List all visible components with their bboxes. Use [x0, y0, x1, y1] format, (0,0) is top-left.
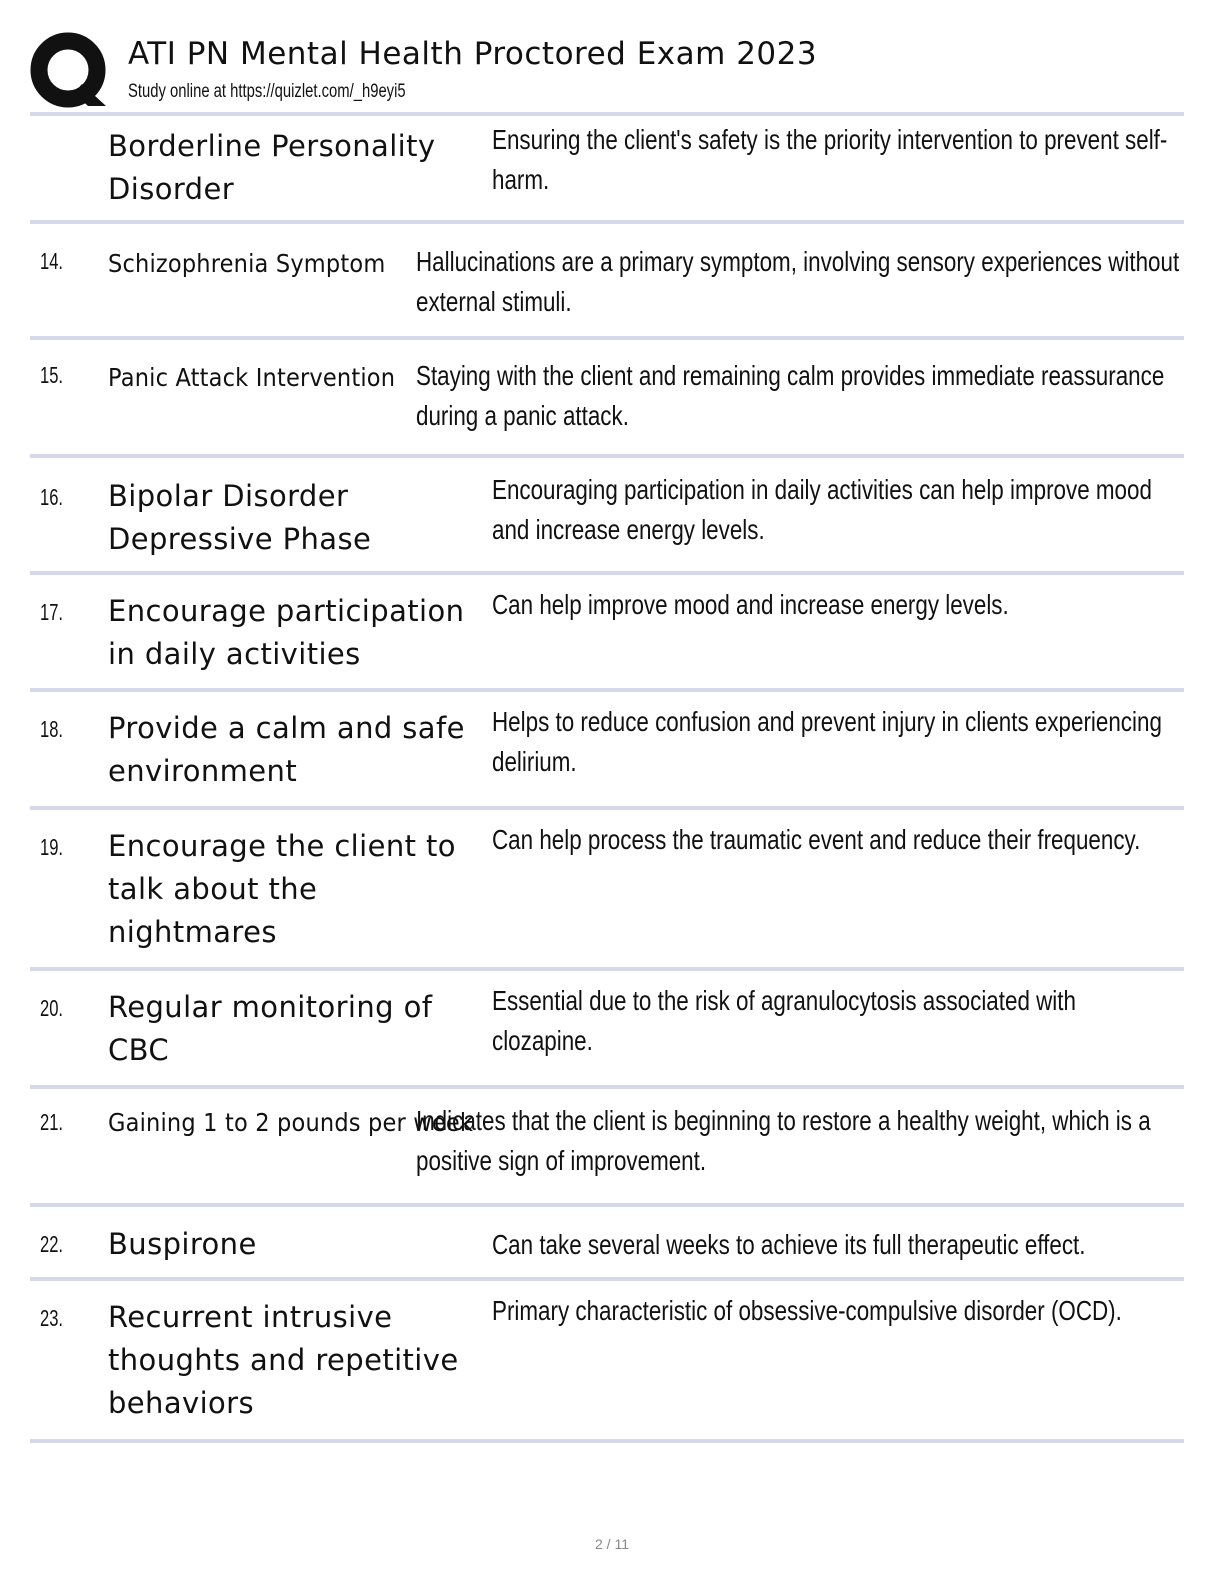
item-term: Provide a calm and safe environment [108, 711, 465, 788]
list-item [30, 1085, 1184, 1203]
item-number: 23. [40, 1305, 64, 1331]
item-number: 22. [40, 1231, 64, 1257]
list-item [30, 571, 1184, 688]
list-item [30, 806, 1184, 967]
item-term: Regular monitoring of CBC [108, 990, 433, 1067]
item-term: Borderline Personality Disorder [108, 129, 436, 206]
item-definition: Indicates that the client is beginning to restore a healthy weight, which is a positive sign of improvement. [416, 1105, 1151, 1176]
list-item [30, 454, 1184, 571]
item-term: Encourage the client to talk about the nightmares [108, 829, 456, 949]
item-number: 15. [40, 362, 64, 388]
list-item [30, 967, 1184, 1085]
item-definition: Can take several weeks to achieve its full therapeutic effect. [492, 1229, 1086, 1260]
list-item [30, 220, 1184, 336]
item-term: Schizophrenia Symptom [108, 249, 386, 278]
list-item [30, 688, 1184, 806]
item-definition: Staying with the client and remaining calm provides immediate reassurance during a panic attack. [416, 360, 1165, 431]
list-item [30, 336, 1184, 454]
item-number: 16. [40, 484, 64, 510]
item-term: Bipolar Disorder Depressive Phase [108, 479, 372, 556]
item-term: Panic Attack Intervention [108, 363, 396, 392]
quizlet-logo-icon [30, 32, 110, 108]
item-definition: Encouraging participation in daily activities can help improve mood and increase energy levels. [492, 474, 1152, 545]
item-definition: Can help improve mood and increase energy levels. [492, 589, 1009, 620]
item-number: 17. [40, 599, 64, 625]
item-definition: Essential due to the risk of agranulocytosis associated with clozapine. [492, 985, 1076, 1056]
item-definition: Ensuring the client's safety is the priority intervention to prevent self-harm. [492, 124, 1168, 195]
item-number: 14. [40, 248, 64, 274]
list-item [30, 112, 1184, 220]
list-item [30, 1203, 1184, 1277]
item-number: 18. [40, 716, 64, 742]
item-term: Encourage participation in daily activities [108, 594, 465, 671]
item-term: Gaining 1 to 2 pounds per week [108, 1108, 474, 1137]
item-number: 20. [40, 995, 64, 1021]
item-term: Recurrent intrusive thoughts and repetitive behaviors [108, 1300, 459, 1420]
page-title: ATI PN Mental Health Proctored Exam 2023 [128, 36, 818, 72]
item-number: 19. [40, 834, 64, 860]
item-definition: Hallucinations are a primary symptom, involving sensory experiences without external stimuli. [416, 246, 1180, 317]
item-definition: Helps to reduce confusion and prevent injury in clients experiencing delirium. [492, 706, 1162, 777]
flashcard-list [30, 112, 1184, 1443]
item-number: 21. [40, 1109, 64, 1135]
item-definition: Can help process the traumatic event and reduce their frequency. [492, 824, 1141, 855]
item-term: Buspirone [108, 1227, 257, 1261]
list-item [30, 1277, 1184, 1443]
item-definition: Primary characteristic of obsessive-compulsive disorder (OCD). [492, 1295, 1122, 1326]
page-number: 2 / 11 [595, 1536, 629, 1552]
study-online-link[interactable]: Study online at https://quizlet.com/_h9eyi5 [128, 81, 406, 102]
